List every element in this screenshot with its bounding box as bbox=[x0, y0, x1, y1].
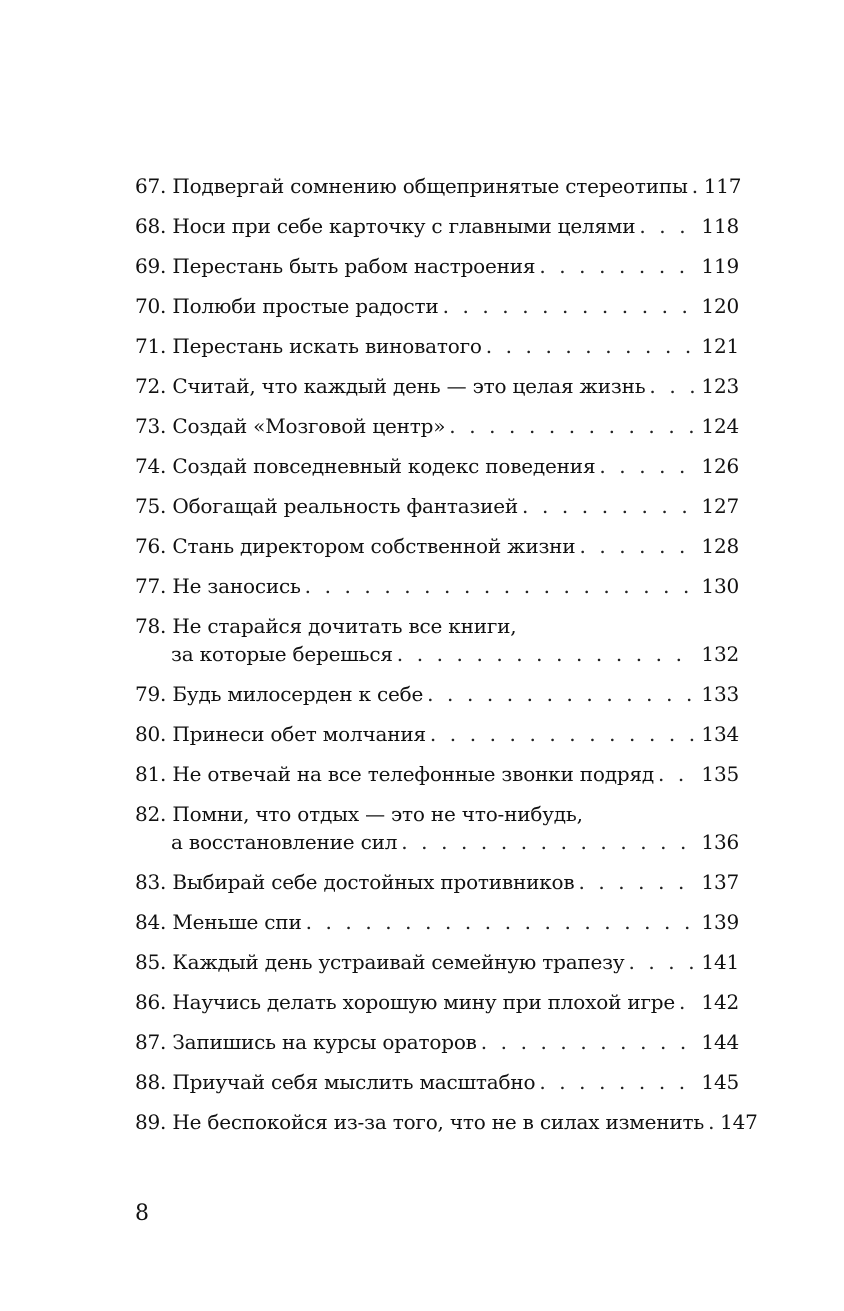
toc-entry bbox=[135, 332, 739, 360]
toc-entry-line bbox=[135, 988, 739, 1016]
dot-leader bbox=[486, 332, 698, 360]
toc-entry-page: 123 bbox=[701, 374, 739, 398]
toc-entry-number: 87. bbox=[135, 1030, 167, 1054]
toc-entry-line bbox=[135, 372, 739, 400]
dot-leader bbox=[430, 720, 698, 748]
toc-entry-line bbox=[135, 720, 739, 748]
toc-entry-title: Не заносись bbox=[172, 574, 301, 598]
toc-entry-number: 85. bbox=[135, 950, 167, 974]
toc-entry-line bbox=[135, 1108, 758, 1136]
toc-entry-title: Перестань быть рабом настроения bbox=[172, 254, 536, 278]
dot-leader bbox=[649, 372, 697, 400]
toc-entry-number: 69. bbox=[135, 254, 167, 278]
toc-entry-number: 72. bbox=[135, 374, 167, 398]
dot-leader bbox=[639, 212, 697, 240]
dot-leader bbox=[522, 492, 697, 520]
toc-entry-title: Стань директором собственной жизни bbox=[172, 534, 576, 558]
toc-entry-page: 127 bbox=[701, 494, 739, 518]
toc-entry-line bbox=[135, 332, 739, 360]
toc-entry-line bbox=[135, 572, 739, 600]
dot-leader bbox=[401, 828, 697, 856]
toc-entry-line bbox=[135, 292, 739, 320]
dot-leader bbox=[539, 252, 697, 280]
toc-entry-number: 88. bbox=[135, 1070, 167, 1094]
toc-entry-line bbox=[135, 908, 739, 936]
toc-entry-page: 118 bbox=[701, 214, 739, 238]
toc-entry bbox=[135, 412, 739, 440]
toc-entry-number: 67. bbox=[135, 174, 167, 198]
toc-entry bbox=[135, 532, 739, 560]
toc-entry-page: 126 bbox=[701, 454, 739, 478]
dot-leader bbox=[599, 452, 697, 480]
dot-leader bbox=[449, 412, 697, 440]
toc-entry-title: Будь милосерден к себе bbox=[172, 682, 424, 706]
toc-entry-line bbox=[135, 612, 739, 640]
toc-entry-page: 144 bbox=[701, 1030, 739, 1054]
toc-entry-title: Не отвечай на все телефонные звонки подряд bbox=[172, 762, 654, 786]
toc-entry bbox=[135, 372, 739, 400]
toc-entry-line bbox=[135, 172, 742, 200]
dot-leader bbox=[397, 640, 698, 668]
toc-entry-number: 71. bbox=[135, 334, 167, 358]
toc-entry-page: 124 bbox=[701, 414, 739, 438]
toc-entry bbox=[135, 492, 739, 520]
toc-entry-title: Научись делать хорошую мину при плохой игре bbox=[172, 990, 676, 1014]
page-number: 8 bbox=[135, 1201, 149, 1226]
toc-entry-number: 76. bbox=[135, 534, 167, 558]
dot-leader bbox=[578, 868, 697, 896]
toc-entry-number: 81. bbox=[135, 762, 167, 786]
toc-entry-number: 86. bbox=[135, 990, 167, 1014]
toc-entry-page: 135 bbox=[701, 762, 739, 786]
toc-entry-title: Приучай себя мыслить масштабно bbox=[172, 1070, 536, 1094]
dot-leader bbox=[443, 292, 698, 320]
toc-entry-line bbox=[135, 412, 739, 440]
toc-entry-line bbox=[135, 1068, 739, 1096]
toc-entry-page: 145 bbox=[701, 1070, 739, 1094]
toc-entry-title: Полюби простые радости bbox=[172, 294, 439, 318]
toc-entry bbox=[135, 720, 739, 748]
toc-entry-title: Не беспокойся из-за того, что не в силах изменить bbox=[172, 1110, 705, 1134]
toc-entry-page: 134 bbox=[701, 722, 739, 746]
toc-entry-title: за которые берешься bbox=[171, 642, 393, 666]
toc-entry-title: Запишись на курсы ораторов bbox=[172, 1030, 477, 1054]
toc-entry-line bbox=[135, 1028, 739, 1056]
toc-entry-line bbox=[135, 948, 739, 976]
toc-entry-page: 130 bbox=[701, 574, 739, 598]
toc-entry bbox=[135, 760, 739, 788]
dot-leader bbox=[481, 1028, 698, 1056]
toc-entry-line bbox=[135, 212, 739, 240]
toc-entry-line bbox=[135, 532, 739, 560]
toc-entry bbox=[135, 948, 739, 976]
toc-entry bbox=[135, 1028, 739, 1056]
toc-entry-page: 121 bbox=[701, 334, 739, 358]
toc-entry-page: 136 bbox=[701, 830, 739, 854]
toc-entry bbox=[135, 680, 739, 708]
toc-entry-line bbox=[135, 828, 739, 856]
toc-entry bbox=[135, 172, 742, 200]
toc-entry-title: Создай «Мозговой центр» bbox=[172, 414, 446, 438]
toc-entry bbox=[135, 868, 739, 896]
toc-entry bbox=[135, 572, 739, 600]
toc-entry-title: Подвергай сомнению общепринятые стереотипы bbox=[172, 174, 688, 198]
toc-entry-page: 133 bbox=[701, 682, 739, 706]
toc-entry-title: Помни, что отдых — это не что-нибудь, bbox=[172, 802, 583, 826]
toc-entry-line bbox=[135, 680, 739, 708]
toc-entry bbox=[135, 452, 739, 480]
toc-entry bbox=[135, 212, 739, 240]
toc-entry-number: 78. bbox=[135, 614, 167, 638]
dot-leader bbox=[306, 908, 698, 936]
toc-entry bbox=[135, 800, 739, 856]
toc-entry-number: 70. bbox=[135, 294, 167, 318]
toc-entry bbox=[135, 988, 739, 1016]
toc-entry-title: Меньше спи bbox=[172, 910, 302, 934]
toc-entry-number: 73. bbox=[135, 414, 167, 438]
dot-leader bbox=[692, 172, 700, 200]
toc-entry-title: Обогащай реальность фантазией bbox=[172, 494, 519, 518]
dot-leader bbox=[305, 572, 698, 600]
toc-entry-number: 84. bbox=[135, 910, 167, 934]
toc-entry-line bbox=[135, 760, 739, 788]
toc-entry-number: 74. bbox=[135, 454, 167, 478]
toc-entry bbox=[135, 612, 739, 668]
toc-entry-number: 68. bbox=[135, 214, 167, 238]
toc-entry-line bbox=[135, 492, 739, 520]
toc-entry bbox=[135, 1108, 758, 1136]
toc-entry-line bbox=[135, 868, 739, 896]
toc-entry-line bbox=[135, 800, 739, 828]
dot-leader bbox=[658, 760, 697, 788]
toc-entry-number: 77. bbox=[135, 574, 167, 598]
toc-entry-title: Принеси обет молчания bbox=[172, 722, 426, 746]
toc-entry-page: 142 bbox=[701, 990, 739, 1014]
dot-leader bbox=[579, 532, 697, 560]
dot-leader bbox=[539, 1068, 697, 1096]
toc-entry bbox=[135, 908, 739, 936]
toc-entry-page: 128 bbox=[701, 534, 739, 558]
toc-entry-title: Носи при себе карточку с главными целями bbox=[172, 214, 636, 238]
toc-entry bbox=[135, 252, 739, 280]
toc-entry-page: 132 bbox=[701, 642, 739, 666]
toc-entry-page: 117 bbox=[703, 174, 742, 198]
toc-entry-page: 147 bbox=[720, 1110, 758, 1134]
toc-entry-number: 80. bbox=[135, 722, 167, 746]
toc-entry-line bbox=[135, 252, 739, 280]
toc-entry-title: Перестань искать виноватого bbox=[172, 334, 482, 358]
toc-entry-line bbox=[135, 452, 739, 480]
dot-leader bbox=[679, 988, 697, 1016]
toc-entry-number: 79. bbox=[135, 682, 167, 706]
dot-leader bbox=[427, 680, 697, 708]
dot-leader bbox=[708, 1108, 716, 1136]
toc-entry-page: 120 bbox=[701, 294, 739, 318]
toc-entry-number: 89. bbox=[135, 1110, 167, 1134]
toc-entry-number: 83. bbox=[135, 870, 167, 894]
toc-entry-number: 75. bbox=[135, 494, 167, 518]
toc-entry-title: Создай повседневный кодекс поведения bbox=[172, 454, 596, 478]
toc-entry-page: 137 bbox=[701, 870, 739, 894]
toc-entry bbox=[135, 1068, 739, 1096]
toc-entry-number: 82. bbox=[135, 802, 167, 826]
toc-entry-line bbox=[135, 640, 739, 668]
toc-entry bbox=[135, 292, 739, 320]
toc-entry-title: Считай, что каждый день — это целая жизнь bbox=[172, 374, 646, 398]
toc-entry-page: 119 bbox=[701, 254, 739, 278]
toc-entry-title: Каждый день устраивай семейную трапезу bbox=[172, 950, 625, 974]
toc-entry-title: Не старайся дочитать все книги, bbox=[172, 614, 517, 638]
toc-entry-title: а восстановление сил bbox=[171, 830, 398, 854]
toc-entry-page: 139 bbox=[701, 910, 739, 934]
dot-leader bbox=[628, 948, 697, 976]
toc-entry-page: 141 bbox=[701, 950, 739, 974]
toc-entry-title: Выбирай себе достойных противников bbox=[172, 870, 575, 894]
